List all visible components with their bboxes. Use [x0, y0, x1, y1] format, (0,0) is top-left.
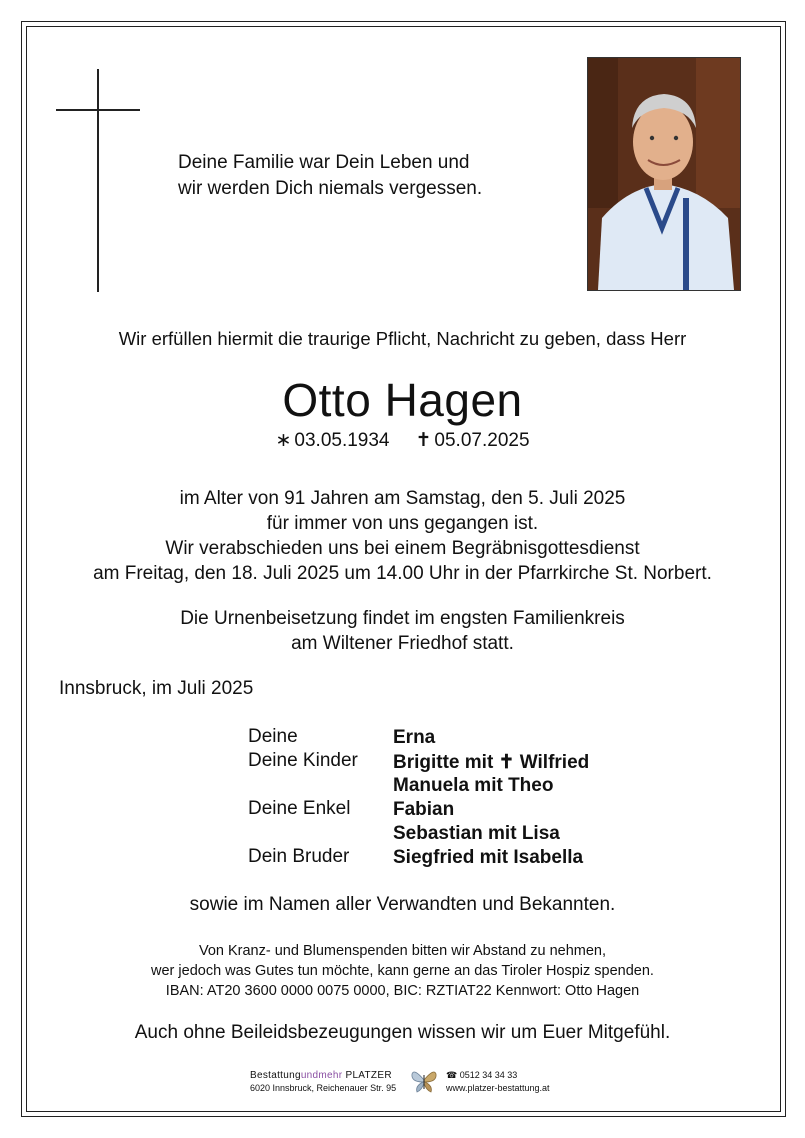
motto-line: Deine Familie war Dein Leben und [178, 152, 470, 173]
motto [178, 150, 482, 202]
paragraph-line: am Freitag, den 18. Juli 2025 um 14.00 Uhr in der Pfarrkirche St. Norbert. [93, 563, 712, 584]
brand-text: Bestattung [250, 1070, 301, 1081]
donation-note [27, 941, 778, 1001]
mourner-name: Manuela mit Theo [393, 775, 554, 796]
mourner-label: Deine Kinder [248, 750, 358, 771]
donation-line: Von Kranz- und Blumenspenden bitten wir Abstand zu nehmen, [198, 943, 607, 959]
paragraph-line: Wir verabschieden uns bei einem Begräbnisgottesdienst [165, 538, 640, 559]
brand-text-accent: undmehr [300, 1070, 343, 1081]
phone-line [446, 1069, 550, 1082]
death-cross-icon: ✝ [415, 430, 432, 451]
butterfly-logo-icon [410, 1066, 438, 1094]
funeral-home-brand [250, 1069, 396, 1082]
birth-date: 03.05.1934 [294, 430, 390, 451]
death-date: 05.07.2025 [434, 430, 530, 451]
mourner-name: Siegfried mit Isabella [393, 847, 584, 868]
mourner-name: Brigitte mit ✝ Wilfried [393, 752, 590, 773]
death-notice-paragraph [27, 486, 778, 586]
funeral-home-address [250, 1069, 396, 1095]
donation-line: IBAN: AT20 3600 0000 0075 0000, BIC: RZTIAT22 Kennwort: Otto Hagen [165, 983, 640, 999]
funeral-home-contact [446, 1069, 550, 1095]
website: www.platzer-bestattung.at [446, 1083, 550, 1093]
phone-number: 0512 34 34 33 [459, 1070, 518, 1080]
motto-line: wir werden Dich niemals vergessen. [178, 178, 483, 199]
deceased-name: Otto Hagen [282, 374, 523, 426]
closing-line: sowie im Namen aller Verwandten und Bekannten. [189, 894, 616, 915]
phone-icon: ☎ [446, 1070, 458, 1080]
place-and-date: Innsbruck, im Juli 2025 [59, 678, 254, 699]
brand-text-name: PLATZER [342, 1070, 392, 1081]
intro-text: Wir erfüllen hiermit die traurige Pflicht, Nachricht zu geben, dass Herr [118, 328, 687, 349]
mourner-label: Deine [248, 726, 298, 747]
burial-paragraph [27, 606, 778, 656]
cross-vertical-bar [97, 69, 99, 292]
paragraph-line: am Wiltener Friedhof statt. [291, 633, 514, 654]
paragraph-line: Die Urnenbeisetzung findet im engsten Familienkreis [180, 608, 625, 629]
portrait-photo [587, 57, 741, 291]
mourner-name: Fabian [393, 799, 455, 820]
mourner-name: Erna [393, 727, 436, 748]
final-line: Auch ohne Beileidsbezeugungen wissen wir um Euer Mitgefühl. [134, 1022, 671, 1043]
paragraph-line: für immer von uns gegangen ist. [266, 513, 539, 534]
address-line: 6020 Innsbruck, Reichenauer Str. 95 [250, 1083, 397, 1093]
birth-star-icon: ∗ [275, 430, 292, 451]
cross-horizontal-bar [56, 109, 140, 111]
mourner-label: Dein Bruder [248, 846, 350, 867]
paragraph-line: im Alter von 91 Jahren am Samstag, den 5. Juli 2025 [179, 488, 626, 509]
mourner-label: Deine Enkel [248, 798, 351, 819]
life-dates [27, 429, 778, 452]
portrait-image [588, 58, 740, 290]
mourner-name: Sebastian mit Lisa [393, 823, 560, 844]
donation-line: wer jedoch was Gutes tun möchte, kann gerne an das Tiroler Hospiz spenden. [151, 963, 654, 979]
